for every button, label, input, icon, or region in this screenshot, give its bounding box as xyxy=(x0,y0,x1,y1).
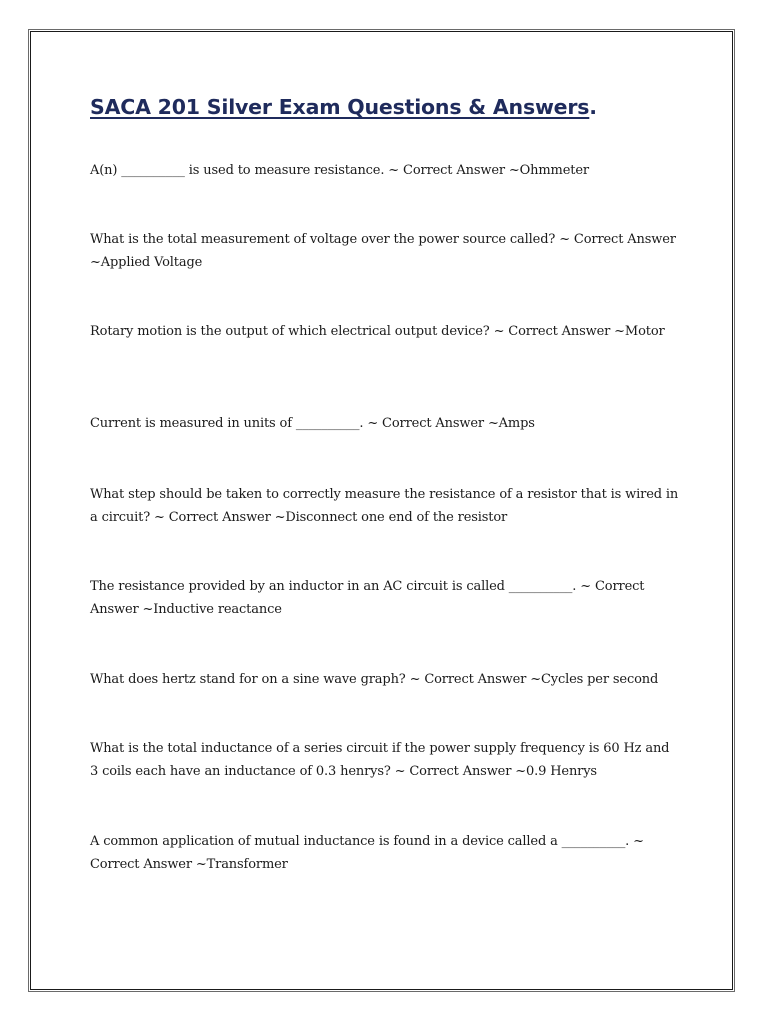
qa-item-2: What is the total measurement of voltage over the power source called? ~ Correct Answer ~Applied Voltage xyxy=(90,232,676,270)
qa-item-5: What step should be taken to correctly measure the resistance of a resistor that is wired in a circuit? ~ Correct Answer ~Disconnect one end of the resistor xyxy=(90,487,679,525)
qa-item-6: The resistance provided by an inductor in an AC circuit is called __________. ~ Correct Answer ~Inductive reactance xyxy=(90,579,645,617)
qa-item-8: What is the total inductance of a series circuit if the power supply frequency is 60 Hz and 3 coils each have an inductance of 0.3 henrys? ~ Correct Answer ~0.9 Henrys xyxy=(90,741,670,779)
qa-item-4: Current is measured in units of __________. ~ Correct Answer ~Amps xyxy=(90,416,535,431)
document-title-period: . xyxy=(589,95,597,119)
document-title-text: SACA 201 Silver Exam Questions & Answers xyxy=(90,95,590,119)
qa-item-9: A common application of mutual inductance is found in a device called a __________. ~ Correct Answer ~Transformer xyxy=(90,834,644,872)
qa-item-7: What does hertz stand for on a sine wave graph? ~ Correct Answer ~Cycles per second xyxy=(90,672,659,687)
qa-item-3: Rotary motion is the output of which electrical output device? ~ Correct Answer ~Motor xyxy=(90,324,665,339)
document-title xyxy=(90,95,597,119)
qa-item-1: A(n) __________ is used to measure resistance. ~ Correct Answer ~Ohmmeter xyxy=(90,163,589,178)
